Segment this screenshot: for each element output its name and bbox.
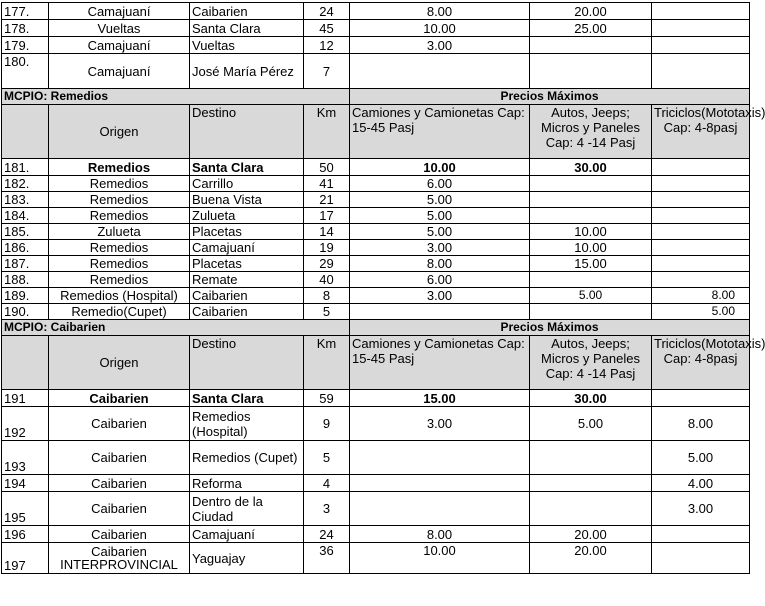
price-trucks-cell: 3.00 — [350, 407, 530, 441]
table-row — [2, 407, 750, 441]
table-row — [2, 526, 750, 543]
destination-cell: Santa Clara — [190, 159, 304, 176]
price-tricycles-cell — [652, 240, 750, 256]
price-trucks-cell: 3.00 — [350, 240, 530, 256]
price-tricycles-cell — [652, 176, 750, 192]
price-trucks-cell: 10.00 — [350, 20, 530, 37]
destination-cell: Buena Vista — [190, 192, 304, 208]
km-cell: 40 — [304, 272, 350, 288]
origin-cell: Remedios (Hospital) — [49, 288, 190, 304]
origin-cell: Remedios — [49, 208, 190, 224]
municipality-label: MCPIO: Remedios — [2, 89, 350, 105]
origin-cell: Remedios — [49, 159, 190, 176]
section-header-remedios — [2, 89, 750, 105]
price-trucks-cell — [350, 492, 530, 526]
price-autos-cell — [530, 37, 652, 54]
price-autos-cell: 25.00 — [530, 20, 652, 37]
km-cell: 5 — [304, 304, 350, 320]
row-number: 183. — [2, 192, 49, 208]
number-header — [2, 105, 49, 159]
origin-cell: Caibarien — [49, 407, 190, 441]
tricycles-header: Triciclos(Mototaxis) Cap: 4-8pasj — [652, 105, 750, 159]
price-tricycles-cell — [652, 543, 750, 574]
table-row — [2, 37, 750, 54]
km-cell: 19 — [304, 240, 350, 256]
price-tricycles-cell — [652, 390, 750, 407]
origin-header: Origen — [49, 336, 190, 390]
table-row — [2, 492, 750, 526]
price-autos-cell: 15.00 — [530, 256, 652, 272]
table-row — [2, 208, 750, 224]
price-tricycles-cell — [652, 224, 750, 240]
destination-cell: Caibarien — [190, 3, 304, 20]
section-header-caibarien — [2, 320, 750, 336]
price-autos-cell — [530, 475, 652, 492]
row-number: 177. — [2, 3, 49, 20]
origin-cell: Caibarien — [49, 441, 190, 475]
price-trucks-cell: 10.00 — [350, 543, 530, 574]
row-number: 184. — [2, 208, 49, 224]
price-tricycles-cell: 5.00 — [652, 441, 750, 475]
km-cell: 7 — [304, 54, 350, 89]
destination-cell: Placetas — [190, 224, 304, 240]
row-number: 181. — [2, 159, 49, 176]
destination-cell: Camajuaní — [190, 240, 304, 256]
km-header: Km — [304, 336, 350, 390]
destination-header: Destino — [190, 105, 304, 159]
price-trucks-cell: 6.00 — [350, 176, 530, 192]
km-cell: 24 — [304, 526, 350, 543]
destination-cell: Santa Clara — [190, 20, 304, 37]
origin-cell: Zulueta — [49, 224, 190, 240]
price-autos-cell — [530, 492, 652, 526]
row-number: 192 — [2, 407, 49, 441]
price-autos-cell — [530, 304, 652, 320]
price-tricycles-cell — [652, 272, 750, 288]
price-trucks-cell — [350, 475, 530, 492]
row-number: 197 — [2, 543, 49, 574]
price-autos-cell: 20.00 — [530, 543, 652, 574]
row-number: 196 — [2, 526, 49, 543]
destination-cell: Camajuaní — [190, 526, 304, 543]
fare-table — [1, 2, 765, 574]
price-trucks-cell: 3.00 — [350, 288, 530, 304]
origin-cell: Remedios — [49, 176, 190, 192]
table-row — [2, 475, 750, 492]
price-tricycles-cell — [652, 20, 750, 37]
destination-cell: Remedios (Cupet) — [190, 441, 304, 475]
table-row — [2, 192, 750, 208]
km-cell: 3 — [304, 492, 350, 526]
km-header: Km — [304, 105, 350, 159]
table-row — [2, 288, 750, 304]
row-number: 186. — [2, 240, 49, 256]
table-row — [2, 176, 750, 192]
price-trucks-cell — [350, 54, 530, 89]
price-autos-cell — [530, 54, 652, 89]
price-trucks-cell: 8.00 — [350, 3, 530, 20]
origin-cell: Remedios — [49, 272, 190, 288]
price-tricycles-cell: 8.00 — [652, 288, 750, 304]
price-trucks-cell: 8.00 — [350, 526, 530, 543]
row-number: 179. — [2, 37, 49, 54]
price-tricycles-cell — [652, 256, 750, 272]
row-number: 188. — [2, 272, 49, 288]
row-number: 193 — [2, 441, 49, 475]
table-row — [2, 54, 750, 89]
km-cell: 41 — [304, 176, 350, 192]
trucks-header: Camiones y Camionetas Cap: 15-45 Pasj — [350, 336, 530, 390]
origin-cell: Caibarien — [49, 475, 190, 492]
km-cell: 29 — [304, 256, 350, 272]
destination-cell: Caibarien — [190, 304, 304, 320]
price-trucks-cell — [350, 304, 530, 320]
price-autos-cell: 5.00 — [530, 407, 652, 441]
price-tricycles-cell: 8.00 — [652, 407, 750, 441]
origin-cell: Remedios — [49, 256, 190, 272]
origin-cell: Camajuaní — [49, 3, 190, 20]
table-row — [2, 543, 750, 574]
price-tricycles-cell — [652, 3, 750, 20]
table-row — [2, 20, 750, 37]
price-autos-cell — [530, 208, 652, 224]
km-cell: 59 — [304, 390, 350, 407]
row-number: 187. — [2, 256, 49, 272]
price-trucks-cell — [350, 441, 530, 475]
destination-cell: Dentro de la Ciudad — [190, 492, 304, 526]
price-trucks-cell: 15.00 — [350, 390, 530, 407]
price-tricycles-cell — [652, 208, 750, 224]
table-row — [2, 3, 750, 20]
km-cell: 5 — [304, 441, 350, 475]
municipality-label: MCPIO: Caibarien — [2, 320, 350, 336]
price-autos-cell: 20.00 — [530, 3, 652, 20]
price-trucks-cell: 5.00 — [350, 192, 530, 208]
price-autos-cell — [530, 441, 652, 475]
trucks-header: Camiones y Camionetas Cap: 15-45 Pasj — [350, 105, 530, 159]
destination-cell: Zulueta — [190, 208, 304, 224]
table-row — [2, 390, 750, 407]
km-cell: 9 — [304, 407, 350, 441]
origin-cell: Vueltas — [49, 20, 190, 37]
origin-cell: Remedio(Cupet) — [49, 304, 190, 320]
destination-cell: Remedios (Hospital) — [190, 407, 304, 441]
row-number: 178. — [2, 20, 49, 37]
km-cell: 12 — [304, 37, 350, 54]
km-cell: 4 — [304, 475, 350, 492]
price-autos-cell: 20.00 — [530, 526, 652, 543]
price-autos-cell: 30.00 — [530, 159, 652, 176]
km-cell: 17 — [304, 208, 350, 224]
price-autos-cell — [530, 192, 652, 208]
price-tricycles-cell — [652, 526, 750, 543]
table-row — [2, 224, 750, 240]
table-row — [2, 240, 750, 256]
price-autos-cell — [530, 272, 652, 288]
price-tricycles-cell — [652, 54, 750, 89]
price-trucks-cell: 5.00 — [350, 208, 530, 224]
row-number: 190. — [2, 304, 49, 320]
row-number: 191 — [2, 390, 49, 407]
origin-cell: Camajuaní — [49, 54, 190, 89]
origin-cell: Caibarien — [49, 526, 190, 543]
row-number: 189. — [2, 288, 49, 304]
number-header — [2, 336, 49, 390]
origin-cell: Camajuaní — [49, 37, 190, 54]
destination-cell: Santa Clara — [190, 390, 304, 407]
autos-header: Autos, Jeeps; Micros y Paneles Cap: 4 -14 Pasj — [530, 105, 652, 159]
price-tricycles-cell — [652, 37, 750, 54]
origin-cell: Caibarien INTERPROVINCIAL — [49, 543, 190, 574]
km-cell: 45 — [304, 20, 350, 37]
tricycles-header: Triciclos(Mototaxis) Cap: 4-8pasj — [652, 336, 750, 390]
row-number: 194 — [2, 475, 49, 492]
destination-cell: Reforma — [190, 475, 304, 492]
column-header-row — [2, 105, 750, 159]
price-autos-cell: 5.00 — [530, 288, 652, 304]
price-trucks-cell: 3.00 — [350, 37, 530, 54]
row-number: 180. — [2, 54, 49, 89]
price-trucks-cell: 10.00 — [350, 159, 530, 176]
price-tricycles-cell — [652, 159, 750, 176]
column-header-row — [2, 336, 750, 390]
km-cell: 36 — [304, 543, 350, 574]
price-trucks-cell: 5.00 — [350, 224, 530, 240]
origin-cell: Remedios — [49, 192, 190, 208]
row-number: 185. — [2, 224, 49, 240]
price-autos-cell: 10.00 — [530, 240, 652, 256]
autos-header: Autos, Jeeps; Micros y Paneles Cap: 4 -14 Pasj — [530, 336, 652, 390]
row-number: 182. — [2, 176, 49, 192]
km-cell: 50 — [304, 159, 350, 176]
table-row — [2, 272, 750, 288]
price-autos-cell — [530, 176, 652, 192]
table-row — [2, 159, 750, 176]
origin-cell: Remedios — [49, 240, 190, 256]
origin-header: Origen — [49, 105, 190, 159]
price-autos-cell: 30.00 — [530, 390, 652, 407]
km-cell: 21 — [304, 192, 350, 208]
price-tricycles-cell: 4.00 — [652, 475, 750, 492]
destination-cell: Vueltas — [190, 37, 304, 54]
price-autos-cell: 10.00 — [530, 224, 652, 240]
destination-cell: Carrillo — [190, 176, 304, 192]
destination-header: Destino — [190, 336, 304, 390]
price-tricycles-cell: 5.00 — [652, 304, 750, 320]
destination-cell: Remate — [190, 272, 304, 288]
table-row — [2, 441, 750, 475]
destination-cell: Placetas — [190, 256, 304, 272]
km-cell: 14 — [304, 224, 350, 240]
destination-cell: Yaguajay — [190, 543, 304, 574]
price-trucks-cell: 6.00 — [350, 272, 530, 288]
row-number: 195 — [2, 492, 49, 526]
table-row — [2, 256, 750, 272]
price-tricycles-cell: 3.00 — [652, 492, 750, 526]
max-prices-label: Precios Máximos — [350, 89, 750, 105]
origin-cell: Caibarien — [49, 492, 190, 526]
km-cell: 24 — [304, 3, 350, 20]
km-cell: 8 — [304, 288, 350, 304]
origin-cell: Caibarien — [49, 390, 190, 407]
table-row — [2, 304, 750, 320]
price-trucks-cell: 8.00 — [350, 256, 530, 272]
price-tricycles-cell — [652, 192, 750, 208]
max-prices-label: Precios Máximos — [350, 320, 750, 336]
destination-cell: José María Pérez — [190, 54, 304, 89]
destination-cell: Caibarien — [190, 288, 304, 304]
